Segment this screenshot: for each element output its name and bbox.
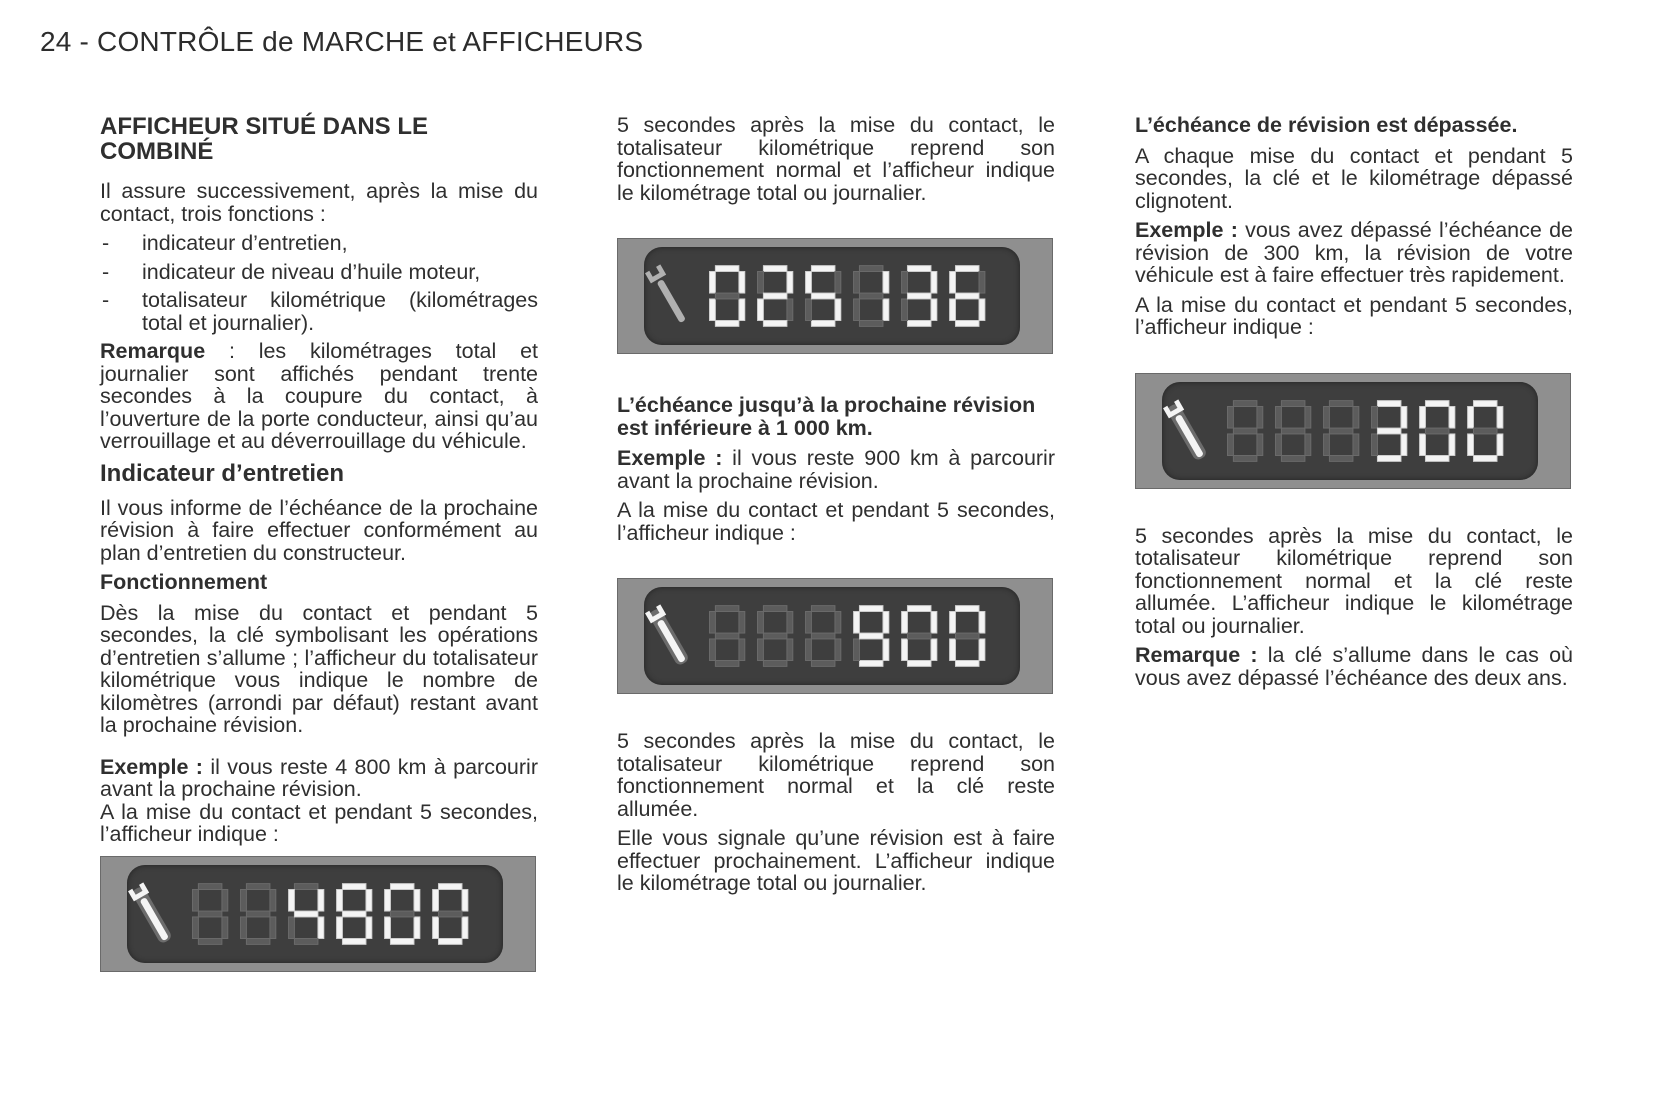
column-left bbox=[100, 114, 538, 1008]
column-middle bbox=[617, 114, 1055, 902]
after-paragraph: 5 secondes après la mise du contact, le totalisateur kilométrique reprend son fonctionnement normal et la clé reste allumée. L’afficheur indique le kilométrage total ou journalier. bbox=[1135, 523, 1573, 638]
wrench-icon bbox=[645, 264, 691, 325]
lcd-digit bbox=[433, 883, 468, 944]
section-heading: AFFICHEUR SITUÉ DANS LE COMBINÉ bbox=[100, 113, 429, 165]
example-paragraph bbox=[617, 447, 1055, 492]
lcd-digit bbox=[950, 606, 985, 667]
wrench-icon bbox=[1163, 399, 1210, 462]
lcd-digit bbox=[902, 266, 937, 327]
blink-paragraph: A chaque mise du contact et pendant 5 secondes, la clé et le kilométrage dépassé clignotent. bbox=[1135, 143, 1573, 213]
lcd-digits bbox=[127, 865, 503, 963]
column-right bbox=[1135, 114, 1573, 696]
lcd-screen bbox=[644, 587, 1020, 685]
lcd-digit bbox=[385, 883, 420, 944]
example-paragraph bbox=[1135, 219, 1573, 287]
lcd-digit bbox=[854, 266, 889, 327]
lcd-digit bbox=[193, 883, 228, 944]
wrench-icon bbox=[128, 882, 175, 945]
lcd-digit bbox=[1372, 400, 1407, 461]
remark-paragraph bbox=[100, 340, 538, 453]
lcd-digit bbox=[1276, 400, 1311, 461]
remark-paragraph bbox=[1135, 644, 1573, 689]
lcd-digits bbox=[644, 247, 1020, 345]
after-paragraph: 5 secondes après la mise du contact, le totalisateur kilométrique reprend son fonctionnement normal et la clé reste allumée. bbox=[617, 729, 1055, 821]
remark-label: Remarque : bbox=[1135, 643, 1258, 667]
odometer-display bbox=[617, 238, 1053, 354]
page-title: 24 - CONTRÔLE de MARCHE et AFFICHEURS bbox=[40, 26, 644, 57]
fonctionnement-heading: Fonctionnement bbox=[100, 570, 268, 594]
remark-text: : les kilométrages total et journalier sont affichés pendant trente secondes à la coupure du contact, à l’ouverture de la porte conducteur, ainsi qu’au verrouillage et au déverrouillage du véhicule. bbox=[100, 339, 538, 453]
list-item: - indicateur d’entretien, bbox=[100, 232, 538, 255]
lcd-digit bbox=[758, 266, 793, 327]
lcd-digit bbox=[710, 606, 745, 667]
remark-text: la clé s’allume dans le cas où vous avez dépassé l’échéance des deux ans. bbox=[1135, 643, 1573, 690]
function-list bbox=[100, 232, 538, 334]
display-intro: A la mise du contact et pendant 5 secondes, l’afficheur indique : bbox=[617, 498, 1055, 545]
display-intro: A la mise du contact et pendant 5 secondes, l’afficheur indique : bbox=[1135, 292, 1573, 339]
lcd-digit bbox=[289, 883, 324, 944]
section-heading: L’échéance jusqu’à la prochaine révision est inférieure à 1 000 km. bbox=[617, 393, 1036, 440]
lcd-screen bbox=[1162, 382, 1538, 480]
lcd-digit bbox=[806, 606, 841, 667]
example-label: Exemple : bbox=[100, 754, 203, 779]
example-label: Exemple : bbox=[617, 446, 723, 470]
signal-paragraph: Elle vous signale qu’une révision est à faire effectuer prochainement. L’afficheur indique le kilométrage total ou journalier. bbox=[617, 826, 1055, 895]
lcd-digit bbox=[806, 266, 841, 327]
lcd-digit bbox=[1468, 400, 1503, 461]
wrench-icon bbox=[645, 604, 692, 667]
display-intro: A la mise du contact et pendant 5 secondes, l’afficheur indique : bbox=[100, 799, 538, 846]
lcd-digit bbox=[241, 883, 276, 944]
odometer-display bbox=[617, 578, 1053, 694]
lcd-digit bbox=[950, 266, 985, 327]
fonctionnement-paragraph: Dès la mise du contact et pendant 5 secondes, la clé symbolisant les opérations d’entretien s’allume ; l’afficheur du totalisateur kilométrique vous indique le nombre de kilomètres (arrondi par défaut) restant avant la prochaine révision. bbox=[100, 600, 538, 737]
section-heading: L’échéance de révision est dépassée. bbox=[1135, 113, 1518, 137]
lcd-digits bbox=[1162, 382, 1538, 480]
entretien-paragraph: Il vous informe de l’échéance de la prochaine révision à faire effectuer conformément au plan d’entretien du constructeur. bbox=[100, 495, 538, 565]
remark-label: Remarque bbox=[100, 339, 206, 363]
lcd-digit bbox=[758, 606, 793, 667]
lcd-digit bbox=[854, 606, 889, 667]
lcd-digit bbox=[902, 606, 937, 667]
odometer-display bbox=[1135, 373, 1571, 489]
example-paragraph bbox=[100, 756, 538, 801]
lcd-screen bbox=[127, 865, 503, 963]
list-item: - indicateur de niveau d’huile moteur, bbox=[100, 261, 538, 284]
lcd-screen bbox=[644, 247, 1020, 345]
example-text: il vous reste 4 800 km à parcourir avant la prochaine révision. bbox=[100, 754, 538, 801]
lcd-digit bbox=[1324, 400, 1359, 461]
normal-operation-paragraph: 5 secondes après la mise du contact, le totalisateur kilométrique reprend son fonctionnement normal et l’afficheur indique le kilométrage total ou journalier. bbox=[617, 113, 1055, 205]
lcd-digit bbox=[1420, 400, 1455, 461]
example-label: Exemple : bbox=[1135, 218, 1238, 242]
example-text: vous avez dépassé l’échéance de révision de 300 km, la révision de votre véhicule est à faire effectuer très rapidement. bbox=[1135, 218, 1573, 287]
subsection-heading: Indicateur d’entretien bbox=[100, 459, 345, 487]
intro-paragraph: Il assure successivement, après la mise du contact, trois fonctions : bbox=[100, 179, 538, 226]
lcd-digit bbox=[1228, 400, 1263, 461]
example-text: il vous reste 900 km à parcourir avant la prochaine révision. bbox=[617, 446, 1055, 493]
list-item: - totalisateur kilométrique (kilométrages total et journalier). bbox=[100, 289, 538, 334]
lcd-digit bbox=[337, 883, 372, 944]
odometer-display bbox=[100, 856, 536, 972]
lcd-digits bbox=[644, 587, 1020, 685]
lcd-digit bbox=[710, 266, 745, 327]
